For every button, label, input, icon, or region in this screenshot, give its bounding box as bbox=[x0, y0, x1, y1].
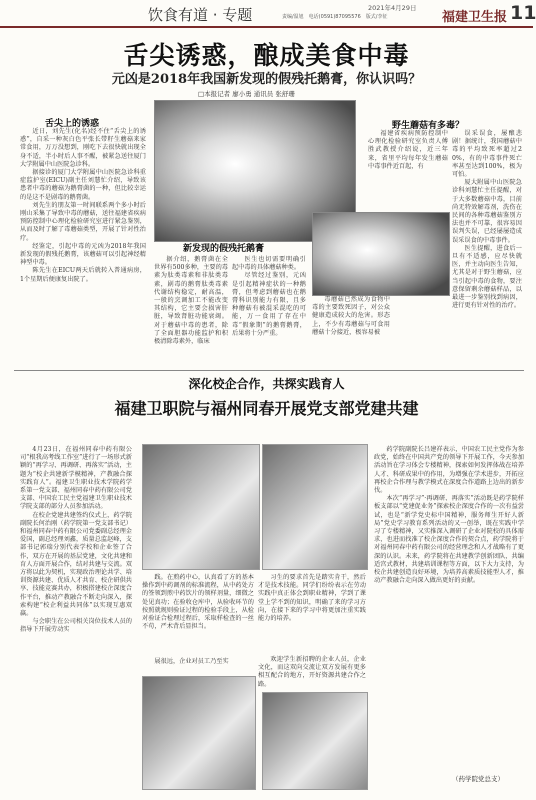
paragraph: 医生提醒，进食后一旦有不适感，应尽快就医，并主动向医生告知，尤其是对于野生蘑菇，应当引起中毒的食物，要注意保留剩余蘑菇样品，以最进一步鉴别找到病因，进行更有针对性的治疗。 bbox=[452, 244, 522, 310]
paragraph: 药学院副院长吕建祥表示，中国农工民主党作为参政党，始终在中国共产党的领导下开展工作，今天参加活动旨在学习体会专楼精神，探索如何发挥体战在培养人才、科研成果中的作用，为增强在学术进步，开拓应再校企合作理与教学模式在深度合作道路上边出的新步伐。 bbox=[374, 446, 524, 495]
mushroom-photo-right bbox=[312, 212, 450, 296]
paragraph: 践。在煎药中心，认真看了方的基本操作到中药调剂的标准流程，从中药处方的签领到煎中药饮片的领样剂量，细微之处见真功；在验收仓库中，从验收环节的按照就规则验证过程的检验手段上，从检对验证合检理过程后，采取样检查的一丝不苟，严术背后显担当。 bbox=[142, 574, 254, 631]
paragraph: 在校企党建共建签约仪式上，药学院副院长何治刚（药学院第一党支部书记）和福州同春中药有限公司党委副总经理金爱国，副总经理刘鑫，质量总监赵峰，支部书记郭瑞分别代表学校和企业签了合作，双方在开展的基层党建，文化共建和育人方面开展合作，结对共建与交流。双方将以此为契机，实现政治理论共学、培训资源共建、优质人才共育、校企研供共享、技能竞赛共办，积极搭建校企深度合作平台，推动产教融合不断走向深入，探索构建“校企利益共同体”以实现互惠双赢。 bbox=[20, 511, 132, 618]
article1-byline: □本报记者 廖小勇 通讯员 张舒珊 bbox=[198, 90, 295, 98]
article1-title: 舌尖诱惑，酿成美食中毒 bbox=[123, 41, 410, 70]
photo-pharmacy-work bbox=[142, 676, 256, 790]
article1-subtitle: 元凶是2018年我国新发现的假残托鹅膏，你认识吗？ bbox=[111, 72, 422, 87]
subhead-wild-mushroom: 野生蘑菇有多毒？ bbox=[392, 121, 465, 131]
paragraph: 医生也切需要明确引起中毒的具体蘑菇种类。 bbox=[232, 256, 306, 272]
paragraph: 展很远，企业对员工乃至实 bbox=[154, 658, 229, 665]
page-number: 11 bbox=[510, 2, 536, 24]
article1-column-mid3 bbox=[312, 296, 390, 368]
article1-column-right1 bbox=[368, 130, 448, 210]
subhead-new-amanita: 新发现的假残托鹅膏 bbox=[183, 244, 265, 254]
paragraph: 据介绍，鹅膏菌在全世界有500多种，主要的毒素为肽类毒素和非肽类毒素，剧毒的鹅膏肽类毒素代谢结构稳定，耐高温，一般的烹调加工不能改变其结构，它主要会损害肝脏，导致肾脏功能衰竭。对于蘑菇中毒的患者，除了全面胆器功能监护和积极清除毒素外，临床 bbox=[154, 256, 228, 346]
paragraph: 4月23日，在福州同春中药有限公司“根我高考线工作室”进行了一场形式新颖的“再学习、再调研、再落实”活动，主题为“校企共建新学模精神，产教融合探实践育人”。福建卫生职业技术学院药学系第一党支部、福州同春中药有限公司党支部、中国农工民主党福建卫生职业技术学院支部的部分人员参加活动。 bbox=[20, 446, 132, 511]
article2-kicker: 深化校企合作，共探实践育人 bbox=[188, 377, 345, 391]
paragraph: 经鉴定，引起中毒的元凶为2018年我国新发现的假残托鹅膏，该蘑菇可以引起神经精神型中毒。 bbox=[20, 242, 146, 267]
article2-column-3 bbox=[258, 574, 366, 654]
photo-lab-practice bbox=[262, 444, 368, 570]
photo-herb-storage bbox=[262, 692, 368, 790]
issue-date: 2021年4月29日 bbox=[368, 4, 417, 12]
paragraph: 误采误食，屡酿悲剧！据统计，我国蘑菇中毒的平均致死率超过20%，有的中毒事件死亡率甚至达到100%，极为可怕。 bbox=[452, 130, 522, 179]
paragraph: 刘先生的朋友第一时间联系两个多小时后刚山采集了导致中毒的蘑菇，送往福建省疾病预防控制中心理化检验研究室进行紧急鉴别，从而及时了解了毒蘑菇类型，开展了针对性治疗。 bbox=[20, 201, 146, 242]
article2-column-2 bbox=[142, 574, 254, 656]
article2-signature: （药学院党总支） bbox=[452, 775, 504, 783]
article2-column-1 bbox=[20, 446, 132, 796]
paragraph: 近日，刘先生(化名)经不住“舌尖上的诱惑”，自采一种灰白色平张长带籽生蘑菇来家常食用，万万没想到，刚吃下去很快就出现全身不适，半小时后人事不醒，被紧急送往厦门大学附属中山医院急诊科。 bbox=[20, 128, 146, 168]
paragraph: 厦大附属中山医院急诊科刘慧忙主任提醒，对于大多数蘑菇中毒，目前尚无特效解毒剂，洗伤在民间的各种毒蘑菇鉴别方法也并不可靠，很容易因误判失误，已经屡屡造成误采误食的中毒事件。 bbox=[452, 179, 522, 244]
photo-signing-ceremony bbox=[142, 444, 260, 570]
section-divider bbox=[14, 370, 524, 371]
paragraph: 与会职生在公司相关岗位技术人员的指导下开展劳动实 bbox=[20, 618, 132, 634]
article1-column-left bbox=[20, 128, 146, 378]
subhead-temptation: 舌尖上的诱惑 bbox=[45, 119, 100, 129]
paragraph: 习生的要求首先是踏实肯干，然后才是技术技能。同学们纷纷表示在劳动实践中真正体会到职业精神，学到了课堂上学不到的知识，明确了来的学习方向，在接下来的学习中将更加注重实践能力的培养。 bbox=[258, 574, 366, 623]
paragraph: 毒蘑菇已然成为食物中毒的主要致死因子，对公众健康造成较大的危害。形态上，不少有毒蘑菇与可食用蘑菇十分接近，极容易被 bbox=[312, 296, 390, 336]
paragraph: 欢迎学生新招聘的企业人员，企业文化，而这双向交流让双方发展有更多相互配合的地方，开好资源共建合作之路。 bbox=[258, 656, 366, 688]
paragraph: 陈先生在EICU两天后就转入普通病房，1个星期后便康复出院了。 bbox=[20, 267, 146, 283]
article1-column-right2 bbox=[452, 130, 522, 370]
paragraph: 尽管经过鉴别，元凶是引起精神症状的一种鹅膏，但考虑到蘑菇也在鹅膏科识别能力有限，且多种蘑菇有被混采混吃的可能，万一食用了存在中毒“假象期”的鹅膏鹅膏，后果将十分严重。 bbox=[232, 272, 306, 337]
article2-column-4 bbox=[374, 446, 524, 764]
article2-column-3b bbox=[258, 656, 366, 688]
paragraph: 福建省疾病预防控制中心理化检验研究室负责人傅胜武教授介绍说，近三年来，省里平均每年发生蘑菇中毒事件近百起，有 bbox=[368, 130, 448, 170]
page-header bbox=[0, 0, 536, 28]
section-title: 饮食有道 · 专题 bbox=[148, 6, 253, 24]
paragraph: 本次“再学习”·再调研、再落实”活动既是药学院样板支部以“党建促业务”探索校企深度合作的一次有益尝试，也是“新学党史标中国精神，服务师生开好人新局”党史学习教育系列活动的又一创举，既在实践中学习了专楼精神，又实推深入调研了企业对院校的具体需求，也进而找准了校企深度合作的契合点，药学院将于对福州同春中药有限公司的经营理念和人才战略有了更深的认识。未来，药学院将在共建教学创新团队，共编适宫式教材，共建培训课程等方面，以下大力支持，为校企共建创造良好环境，为培养高素质技能型人才，推动产教融合走向深入做出更好的贡献。 bbox=[374, 495, 524, 585]
article1-column-mid2 bbox=[232, 256, 306, 368]
editor-meta: 责编/温旭 电话(0591)87095576 版式/李征 bbox=[282, 14, 388, 20]
article2-column-2b bbox=[142, 658, 254, 668]
newspaper-logo: 福建卫生报 bbox=[442, 10, 508, 25]
article2-title: 福建卫职院与福州同春开展党支部党建共建 bbox=[114, 399, 419, 418]
paragraph: 据接诊的厦门大学附属中山医院急诊科重症监护室(EICU)副主任刘慧忙介绍，导致该患者中毒的蘑菇为鹅膏菌的一种，但比较幸运的是这不是剧毒的鹅膏菌。 bbox=[20, 169, 146, 201]
article1-column-mid1 bbox=[154, 256, 228, 368]
